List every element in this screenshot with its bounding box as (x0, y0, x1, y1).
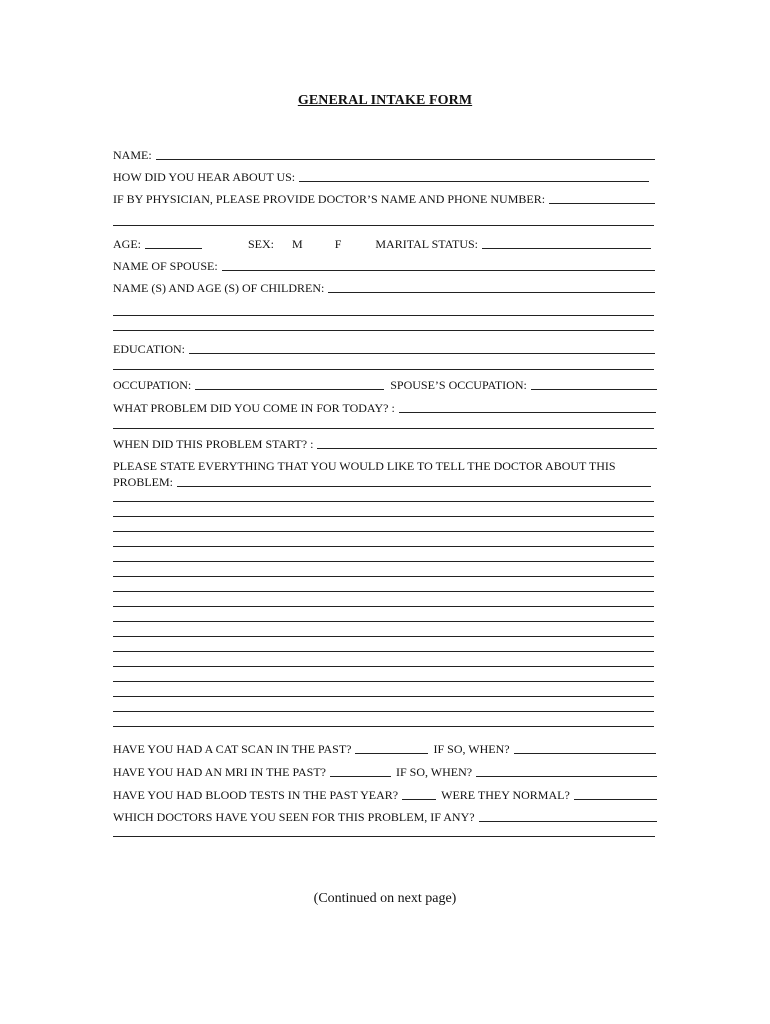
mri-when-field[interactable] (476, 765, 657, 777)
education-row (113, 340, 655, 356)
spouse-label: NAME OF SPOUSE: (113, 259, 218, 273)
children-field[interactable] (328, 281, 655, 293)
cat-scan-label: HAVE YOU HAD A CAT SCAN IN THE PAST? (113, 742, 352, 756)
problem-start-field[interactable] (317, 437, 657, 449)
spouse-row (113, 257, 655, 273)
tell-doctor-row (113, 473, 651, 489)
continued-note: (Continued on next page) (313, 891, 457, 906)
tell-doctor-label-line-1: PLEASE STATE EVERYTHING THAT YOU WOULD LIKE TO TELL THE DOCTOR ABOUT THIS (113, 459, 616, 473)
occupation-label: OCCUPATION: (113, 378, 192, 392)
physician-label: IF BY PHYSICIAN, PLEASE PROVIDE DOCTOR’S NAME AND PHONE NUMBER: (113, 192, 546, 206)
age-label: AGE: (113, 237, 141, 251)
tell-doctor-line[interactable] (113, 726, 654, 727)
tell-doctor-line[interactable] (113, 621, 654, 622)
spouse-field[interactable] (222, 259, 655, 271)
marital-status-field[interactable] (482, 237, 651, 249)
mri-field[interactable] (330, 765, 391, 777)
education-continuation-line[interactable] (113, 369, 654, 370)
blood-tests-row (113, 786, 657, 802)
problem-row (113, 399, 656, 415)
tell-doctor-line[interactable] (113, 666, 654, 667)
doctors-row (113, 808, 657, 824)
doctors-field[interactable] (479, 810, 657, 822)
children-line-2[interactable] (113, 330, 654, 331)
children-line-1[interactable] (113, 315, 654, 316)
cat-scan-row (113, 740, 656, 756)
tell-doctor-line[interactable] (113, 681, 654, 682)
physician-field[interactable] (549, 192, 655, 204)
sex-option-m[interactable]: M (292, 237, 303, 251)
tell-doctor-line[interactable] (113, 711, 654, 712)
problem-field[interactable] (399, 401, 656, 413)
problem-start-label: WHEN DID THIS PROBLEM START? : (113, 437, 314, 451)
spouse-occupation-field[interactable] (531, 378, 657, 390)
tell-doctor-line[interactable] (113, 636, 654, 637)
doctors-label: WHICH DOCTORS HAVE YOU SEEN FOR THIS PROBLEM, IF ANY? (113, 810, 475, 824)
referral-label: HOW DID YOU HEAR ABOUT US: (113, 170, 296, 184)
tell-doctor-line[interactable] (113, 561, 654, 562)
problem-label: WHAT PROBLEM DID YOU COME IN FOR TODAY? : (113, 401, 395, 415)
blood-normal-field[interactable] (574, 788, 657, 800)
children-row (113, 279, 655, 295)
cat-scan-field[interactable] (355, 742, 428, 754)
tell-doctor-line[interactable] (113, 606, 654, 607)
blood-normal-label: WERE THEY NORMAL? (441, 788, 570, 802)
marital-status-label: MARITAL STATUS: (375, 237, 479, 251)
form-title: GENERAL INTAKE FORM (297, 93, 473, 108)
mri-row (113, 763, 657, 779)
name-row (113, 146, 655, 162)
problem-start-row (113, 435, 657, 451)
tell-doctor-label-line-2: PROBLEM: (113, 475, 174, 489)
sex-option-f[interactable]: F (334, 237, 342, 251)
tell-doctor-line[interactable] (113, 696, 654, 697)
cat-scan-when-label: IF SO, WHEN? (433, 742, 510, 756)
tell-doctor-line[interactable] (113, 501, 654, 502)
tell-doctor-line[interactable] (113, 591, 654, 592)
mri-when-label: IF SO, WHEN? (396, 765, 473, 779)
children-label: NAME (S) AND AGE (S) OF CHILDREN: (113, 281, 325, 295)
tell-doctor-line[interactable] (113, 651, 654, 652)
blood-tests-field[interactable] (402, 788, 436, 800)
tell-doctor-line[interactable] (113, 531, 654, 532)
problem-continuation-line[interactable] (113, 428, 654, 429)
name-label: NAME: (113, 148, 152, 162)
tell-doctor-line[interactable] (113, 546, 654, 547)
physician-continuation-line[interactable] (113, 225, 654, 226)
education-label: EDUCATION: (113, 342, 185, 356)
mri-label: HAVE YOU HAD AN MRI IN THE PAST? (113, 765, 327, 779)
tell-doctor-line[interactable] (113, 516, 654, 517)
name-field[interactable] (156, 148, 655, 160)
education-field[interactable] (189, 342, 655, 354)
doctors-continuation-line[interactable] (113, 836, 655, 837)
blood-tests-label: HAVE YOU HAD BLOOD TESTS IN THE PAST YEAR? (113, 788, 399, 802)
occupation-row (113, 376, 657, 392)
referral-row (113, 168, 649, 184)
sex-label: SEX: (248, 237, 275, 251)
occupation-field[interactable] (195, 378, 384, 390)
age-field[interactable] (145, 237, 202, 249)
demographics-row (113, 235, 655, 251)
tell-doctor-line[interactable] (113, 576, 654, 577)
physician-row (113, 190, 655, 206)
referral-field[interactable] (299, 170, 649, 182)
tell-doctor-field[interactable] (177, 475, 651, 487)
cat-scan-when-field[interactable] (514, 742, 656, 754)
spouse-occupation-label: SPOUSE’S OCCUPATION: (390, 378, 527, 392)
